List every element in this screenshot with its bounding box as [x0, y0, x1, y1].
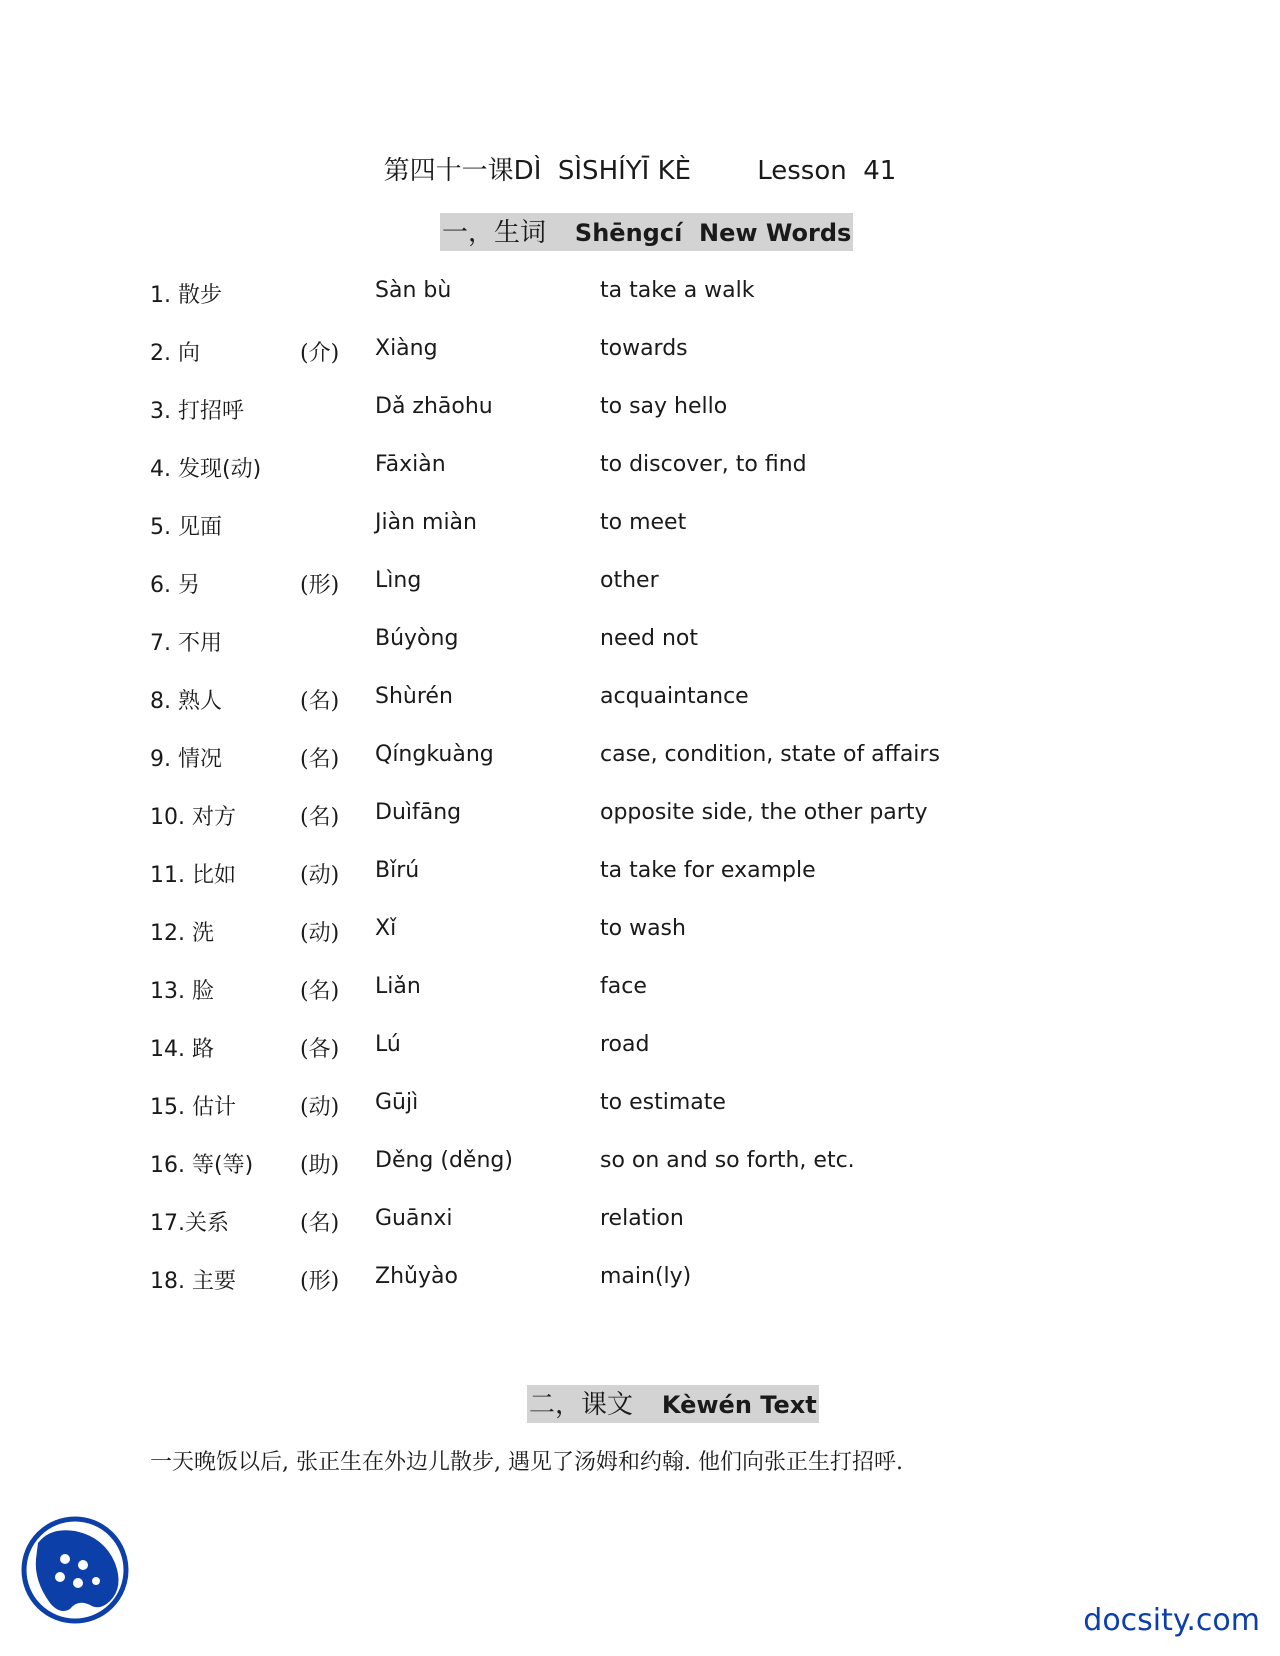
- vocab-part-of-speech: (名): [300, 805, 340, 830]
- vocab-pinyin: Xiàng: [375, 336, 438, 361]
- vocab-row: [150, 1140, 1150, 1198]
- vocab-meaning: to meet: [600, 510, 687, 535]
- vocab-row: [150, 502, 1150, 560]
- vocab-pinyin: Fāxiàn: [375, 452, 446, 477]
- vocab-pinyin: Búyòng: [375, 626, 459, 651]
- vocab-pinyin: Duìfāng: [375, 800, 462, 825]
- vocab-meaning: face: [600, 974, 647, 999]
- vocab-word: 1. 散步: [150, 283, 222, 308]
- vocab-row: [150, 850, 1150, 908]
- vocab-meaning: need not: [600, 626, 699, 651]
- section-heading-chinese: 一，生词: [442, 218, 547, 248]
- vocab-meaning: to discover, to find: [600, 452, 807, 477]
- vocab-pinyin: Děng (děng): [375, 1148, 513, 1173]
- vocab-row: [150, 444, 1150, 502]
- vocab-meaning: to say hello: [600, 394, 728, 419]
- vocab-word: 14. 路: [150, 1037, 214, 1062]
- vocab-row: [150, 560, 1150, 618]
- vocab-row: [150, 1198, 1150, 1256]
- vocab-meaning: so on and so forth, etc.: [600, 1148, 855, 1173]
- vocab-pinyin: Sàn bù: [375, 278, 452, 303]
- section-heading-english: Kèwén Text: [661, 1391, 817, 1419]
- vocab-row: [150, 1082, 1150, 1140]
- vocab-pinyin: Dǎ zhāohu: [375, 394, 493, 419]
- vocab-meaning: opposite side, the other party: [600, 800, 928, 825]
- title-pinyin: DÌ SÌSHÍYĪ KÈ: [513, 156, 692, 186]
- vocab-pinyin: Shùrén: [375, 684, 453, 709]
- vocab-word: 5. 见面: [150, 515, 222, 540]
- vocab-meaning: other: [600, 568, 659, 593]
- vocab-word: 18. 主要: [150, 1269, 236, 1294]
- docsity-brand-link[interactable]: docsity.com: [1083, 1603, 1260, 1638]
- vocab-word: 2. 向: [150, 341, 200, 366]
- vocab-meaning: to wash: [600, 916, 686, 941]
- vocab-pinyin: Qíngkuàng: [375, 742, 494, 767]
- vocab-word: 3. 打招呼: [150, 399, 244, 424]
- vocab-word: 10. 对方: [150, 805, 236, 830]
- vocab-word: 6. 另: [150, 573, 200, 598]
- vocab-meaning: ta take a walk: [600, 278, 755, 303]
- vocab-word: 9. 情况: [150, 747, 222, 772]
- vocab-meaning: acquaintance: [600, 684, 749, 709]
- vocab-row: [150, 1024, 1150, 1082]
- vocab-word: 8. 熟人: [150, 689, 222, 714]
- vocab-row: [150, 1256, 1150, 1314]
- vocab-pinyin: Xǐ: [375, 916, 397, 941]
- vocab-part-of-speech: (形): [300, 573, 340, 598]
- vocab-part-of-speech: (形): [300, 1269, 340, 1294]
- vocab-row: [150, 618, 1150, 676]
- vocab-pinyin: Guānxi: [375, 1206, 453, 1231]
- vocab-word: 13. 脸: [150, 979, 214, 1004]
- vocab-row: [150, 328, 1150, 386]
- vocab-row: [150, 386, 1150, 444]
- vocab-row: [150, 676, 1150, 734]
- vocab-row: [150, 792, 1150, 850]
- vocab-row: [150, 734, 1150, 792]
- vocab-pinyin: Gūjì: [375, 1090, 419, 1115]
- vocab-meaning: road: [600, 1032, 650, 1057]
- vocab-meaning: main(ly): [600, 1264, 692, 1289]
- docsity-logo-icon[interactable]: [20, 1515, 130, 1625]
- vocab-row: [150, 966, 1150, 1024]
- vocab-row: [150, 270, 1150, 328]
- vocab-word: 16. 等(等): [150, 1153, 254, 1178]
- vocab-word: 4. 发现(动): [150, 457, 262, 482]
- vocab-word: 15. 估计: [150, 1095, 236, 1120]
- vocab-part-of-speech: (助): [300, 1153, 340, 1178]
- vocab-part-of-speech: (动): [300, 863, 340, 888]
- vocab-part-of-speech: (介): [300, 341, 340, 366]
- vocab-row: [150, 908, 1150, 966]
- vocab-part-of-speech: (动): [300, 1095, 340, 1120]
- section-heading-english: Shēngcí New Words: [574, 219, 852, 247]
- vocab-part-of-speech: (名): [300, 747, 340, 772]
- vocab-part-of-speech: (各): [300, 1037, 340, 1062]
- vocab-meaning: relation: [600, 1206, 684, 1231]
- vocab-meaning: to estimate: [600, 1090, 726, 1115]
- vocab-pinyin: Liǎn: [375, 974, 421, 999]
- vocab-pinyin: Lú: [375, 1032, 401, 1057]
- vocab-word: 11. 比如: [150, 863, 236, 888]
- vocab-meaning: ta take for example: [600, 858, 816, 883]
- section-heading-chinese: 二，课文: [529, 1390, 634, 1420]
- vocab-pinyin: Bǐrú: [375, 858, 420, 883]
- vocab-part-of-speech: (名): [300, 979, 340, 1004]
- vocab-word: 17.关系: [150, 1211, 229, 1236]
- vocab-word: 7. 不用: [150, 631, 222, 656]
- vocab-part-of-speech: (名): [300, 1211, 340, 1236]
- title-chinese: 第四十一课: [383, 156, 514, 186]
- vocab-pinyin: Lìng: [375, 568, 422, 593]
- vocab-pinyin: Jiàn miàn: [375, 510, 477, 535]
- vocabulary-list: [150, 270, 1150, 1314]
- vocab-meaning: towards: [600, 336, 688, 361]
- vocab-part-of-speech: (动): [300, 921, 340, 946]
- title-english: Lesson 41: [757, 156, 897, 186]
- vocab-pinyin: Zhǔyào: [375, 1264, 458, 1289]
- section-heading-text: [527, 1385, 819, 1423]
- section-heading-new-words: [440, 213, 853, 251]
- lesson-title: [0, 150, 1280, 187]
- vocab-word: 12. 洗: [150, 921, 214, 946]
- vocab-meaning: case, condition, state of affairs: [600, 742, 940, 767]
- lesson-text-paragraph: 一天晚饭以后, 张正生在外边儿散步, 遇见了汤姆和约翰. 他们向张正生打招呼.: [150, 1450, 903, 1475]
- vocab-part-of-speech: (名): [300, 689, 340, 714]
